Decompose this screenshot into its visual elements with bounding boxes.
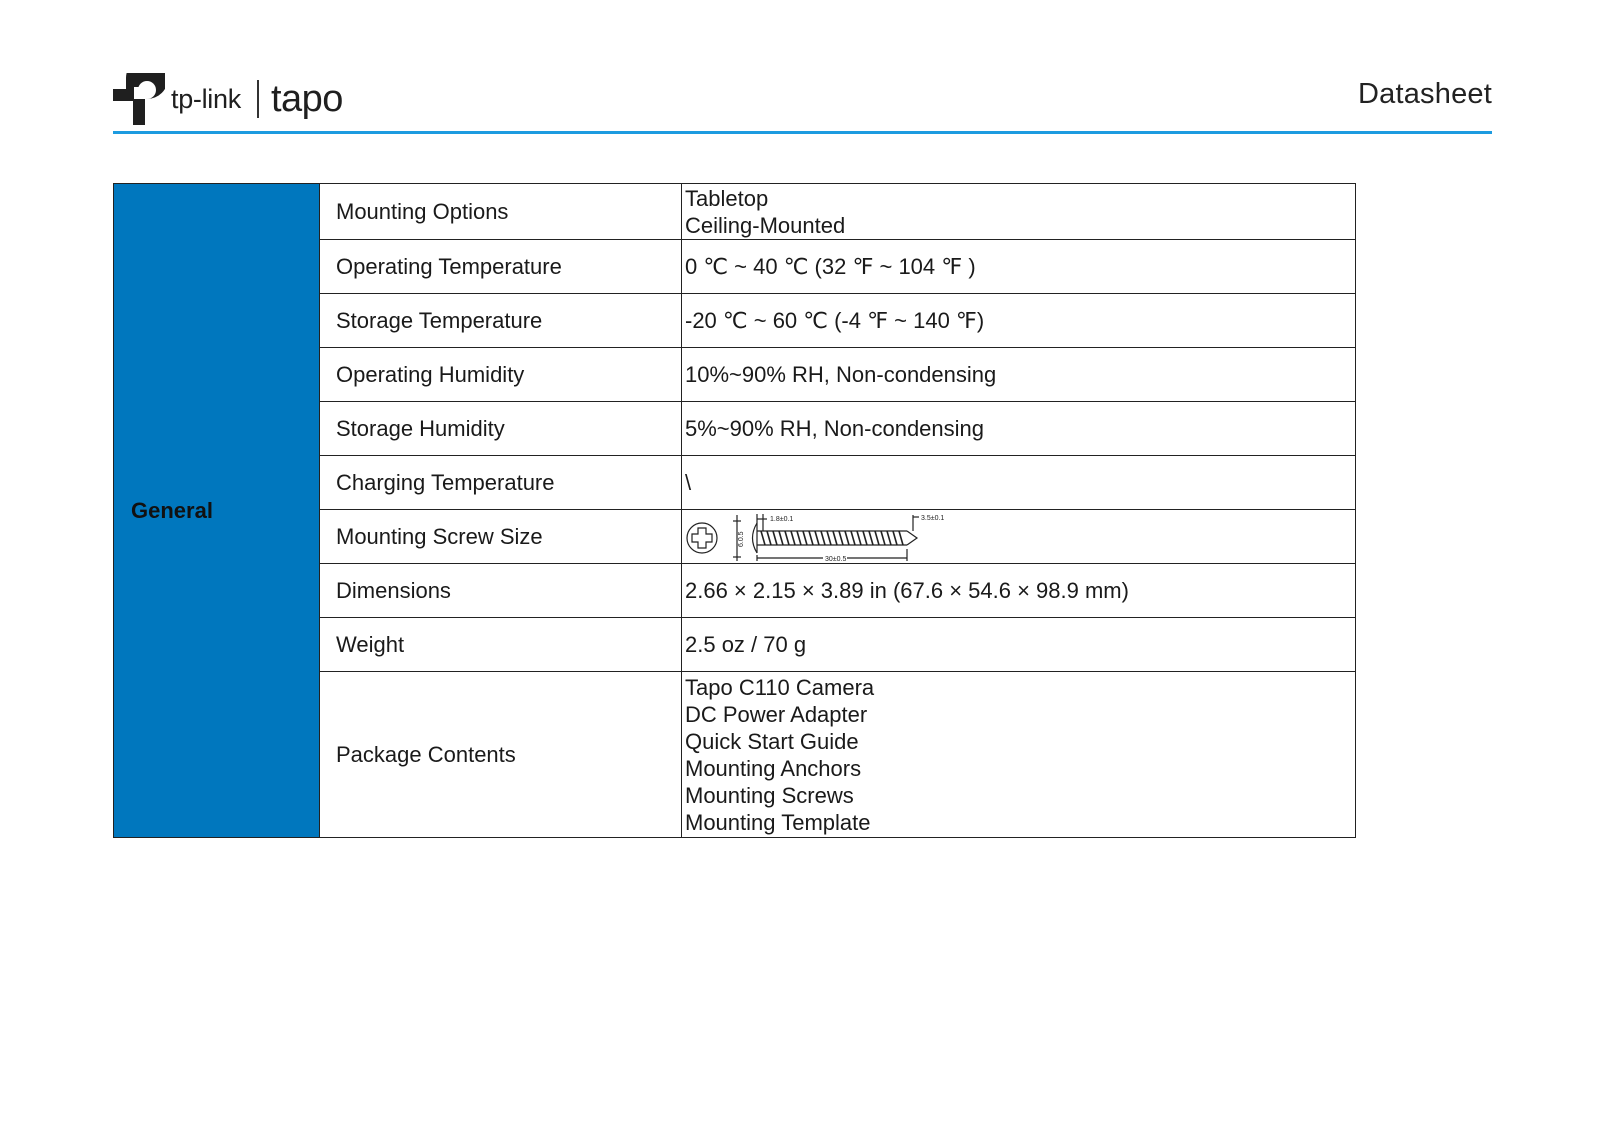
- header-divider: [113, 131, 1492, 134]
- value-line: Mounting Screws: [685, 782, 854, 808]
- tip-dim-label: 3.5±0.1: [921, 514, 945, 522]
- row-label: Mounting Screw Size: [320, 510, 682, 564]
- row-label: Storage Temperature: [320, 294, 682, 348]
- row-value: 10%~90% RH, Non-condensing: [682, 348, 1356, 402]
- row-label: Package Contents: [320, 672, 682, 838]
- row-label: Weight: [320, 618, 682, 672]
- tapo-wordmark: tapo: [270, 78, 343, 120]
- document-type: Datasheet: [1358, 78, 1492, 110]
- value-line: Tabletop: [685, 185, 769, 211]
- shank-dim-label: 1.8±0.1: [770, 515, 794, 523]
- row-value: -20 ℃ ~ 60 ℃ (-4 ℉ ~ 140 ℉): [682, 294, 1356, 348]
- table-row: [114, 184, 1356, 240]
- row-label: Operating Temperature: [320, 240, 682, 294]
- spec-table: [113, 183, 1356, 838]
- value-line: DC Power Adapter: [685, 701, 868, 727]
- value-line: Ceiling-Mounted: [685, 212, 846, 238]
- screw-diagram: [685, 511, 949, 563]
- row-value: 0 ℃ ~ 40 ℃ (32 ℉ ~ 104 ℉ ): [682, 240, 1356, 294]
- row-label: Storage Humidity: [320, 402, 682, 456]
- head-dim-label: 6.0.5: [738, 530, 745, 547]
- logo-divider: [257, 80, 259, 118]
- tp-link-wordmark: tp-link: [171, 83, 241, 114]
- row-value: 2.5 oz / 70 g: [682, 618, 1356, 672]
- row-label: Operating Humidity: [320, 348, 682, 402]
- value-line: Tapo C110 Camera: [685, 674, 875, 700]
- value-line: Mounting Template: [685, 809, 871, 835]
- value-line: Quick Start Guide: [685, 728, 859, 754]
- page-header: [113, 70, 1492, 134]
- row-value: \: [682, 456, 1356, 510]
- row-value: 2.66 × 2.15 × 3.89 in (67.6 × 54.6 × 98.9 mm): [682, 564, 1356, 618]
- row-value: [682, 672, 1356, 838]
- value-line: Mounting Anchors: [685, 755, 862, 781]
- section-label: General: [114, 184, 320, 838]
- row-value: [682, 510, 1356, 564]
- row-value: [682, 184, 1356, 240]
- row-label: Charging Temperature: [320, 456, 682, 510]
- length-dim-label: 30±0.5: [825, 555, 847, 563]
- row-value: 5%~90% RH, Non-condensing: [682, 402, 1356, 456]
- tp-link-mark-icon: [113, 73, 165, 125]
- row-label: Dimensions: [320, 564, 682, 618]
- row-label: Mounting Options: [320, 184, 682, 240]
- tp-link-tapo-logo: [113, 70, 343, 128]
